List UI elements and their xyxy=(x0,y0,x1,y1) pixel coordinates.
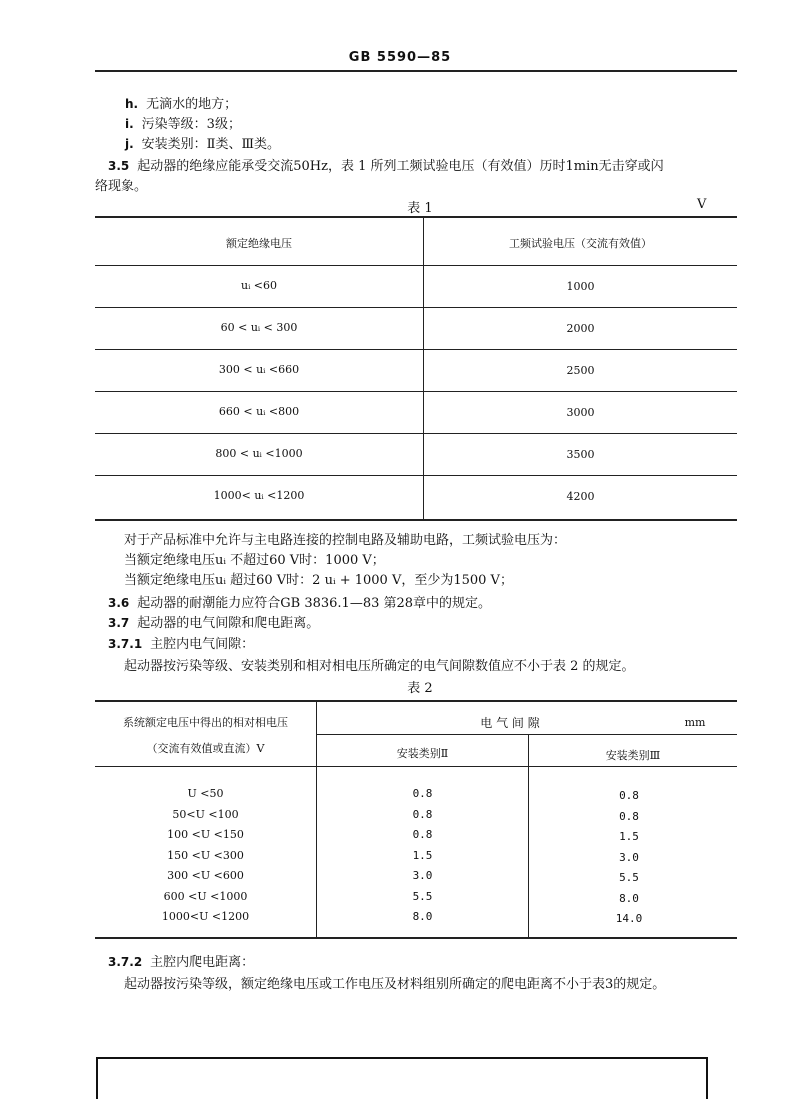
table1-row-rule xyxy=(95,433,737,434)
table2-row-category-3: 5.5 xyxy=(619,871,639,884)
clause-title: 主腔内爬电距离： xyxy=(150,955,255,970)
clause-text: 起动器的绝缘应能承受交流50Hz，表 1 所列工频试验电压（有效值）历时1min无击穿或闪 xyxy=(137,159,664,174)
table2-row-category-3: 3.0 xyxy=(619,850,639,864)
clause-3-6 xyxy=(108,592,491,611)
table2-header-rule xyxy=(95,766,737,767)
table2-row-category-2: 0.8 xyxy=(412,787,433,800)
clause-number: 3.6 xyxy=(108,596,130,610)
note-line-1: 对于产品标准中允许与主电路连接的控制电路及辅助电路，工频试验电压为： xyxy=(124,533,567,548)
table2-row-voltage: 50<U <100 xyxy=(172,807,239,821)
document-header: GB 5590—85 xyxy=(348,50,452,65)
table1-row-test: 3500 xyxy=(566,448,595,461)
list-item-i xyxy=(125,113,241,132)
table1-bottom-rule xyxy=(95,519,737,521)
table2-row-category-3: 0.8 xyxy=(619,809,639,823)
table2-row-category-2: 5.5 xyxy=(412,889,433,903)
table1-row-test: 2000 xyxy=(566,322,595,335)
table2-row-category-3: 0.8 xyxy=(619,789,639,802)
note-line-2: 当额定绝缘电压uᵢ 不超过60 V时：1000 V； xyxy=(124,553,385,568)
table2-header-phase-voltage-unit: （交流有效值或直流）V xyxy=(146,742,265,755)
note-line-3: 当额定绝缘电压uᵢ 超过60 V时：2 uᵢ + 1000 V，至少为1500 V； xyxy=(124,573,513,588)
clause-3-7-2 xyxy=(108,951,254,970)
table1-row-test: 2500 xyxy=(566,364,595,377)
table2-row-category-2: 0.8 xyxy=(412,807,433,821)
clause-3-5-line1 xyxy=(108,155,664,174)
header-rule xyxy=(95,70,737,72)
clause-number: 3.7.2 xyxy=(108,955,143,969)
table1-unit: V xyxy=(697,197,707,212)
table2-header-category-3: 安装类别Ⅲ xyxy=(605,749,661,762)
table1-caption: 表 1 xyxy=(407,201,433,216)
table2-row-voltage: 600 <U <1000 xyxy=(163,889,248,903)
table1-row-voltage: 300 < uᵢ <660 xyxy=(218,363,300,376)
table1-row-test: 3000 xyxy=(566,406,595,419)
clause-3-7-1-body: 起动器按污染等级、安装类别和相对相电压所确定的电气间隙数值应不小于表 2 的规定。 xyxy=(124,659,635,674)
clause-3-7-1 xyxy=(108,633,254,652)
item-text: 无滴水的地方； xyxy=(146,97,238,112)
clause-number: 3.5 xyxy=(108,159,130,173)
table2-row-voltage: 100 <U <150 xyxy=(167,828,244,841)
list-item-j xyxy=(125,133,280,152)
table2-row-category-3: 14.0 xyxy=(615,912,643,925)
table2-row-voltage: 1000<U <1200 xyxy=(161,910,250,923)
table1-top-rule xyxy=(95,216,737,218)
clause-3-5-line2: 络现象。 xyxy=(95,179,148,194)
table1-header-rated-voltage: 额定绝缘电压 xyxy=(226,237,292,250)
table2-row-voltage: 150 <U <300 xyxy=(167,848,244,862)
table2-header-phase-voltage: 系统额定电压中得出的相对相电压 xyxy=(123,716,288,729)
table1-row-rule xyxy=(95,307,737,308)
table1-row-test: 1000 xyxy=(566,280,595,293)
table2-unit: mm xyxy=(684,716,706,729)
table1-row-voltage: 1000< uᵢ <1200 xyxy=(213,489,305,502)
table2-group-rule xyxy=(316,734,737,735)
clause-text: 起动器的电气间隙和爬电距离。 xyxy=(137,616,320,631)
item-label: h. xyxy=(125,97,139,111)
table2-row-category-2: 3.0 xyxy=(412,869,433,882)
table2-row-voltage: U <50 xyxy=(187,787,224,800)
table2-row-category-3: 1.5 xyxy=(619,830,639,843)
table2-caption: 表 2 xyxy=(407,681,433,696)
table1-header-rule xyxy=(95,265,737,266)
table1-row-voltage: 60 < uᵢ < 300 xyxy=(220,321,298,334)
clause-text: 起动器的耐潮能力应符合GB 3836.1—83 第28章中的规定。 xyxy=(137,596,492,611)
table2-header-category-2: 安装类别Ⅱ xyxy=(396,747,449,760)
table2-row-voltage: 300 <U <600 xyxy=(167,869,244,882)
table1-header-test-voltage: 工频试验电压（交流有效值） xyxy=(509,237,652,250)
table2-row-category-2: 8.0 xyxy=(412,910,433,923)
table1-row-rule xyxy=(95,475,737,476)
table2-row-category-3: 8.0 xyxy=(619,891,639,905)
table2-top-rule xyxy=(95,700,737,702)
list-item-h xyxy=(125,93,237,112)
table1-row-rule xyxy=(95,391,737,392)
table1-row-voltage: uᵢ <60 xyxy=(240,279,277,292)
item-text: 污染等级：3级； xyxy=(141,117,241,132)
table2-row-category-2: 0.8 xyxy=(412,828,433,841)
clause-number: 3.7.1 xyxy=(108,637,143,651)
item-label: j. xyxy=(125,137,134,151)
clause-number: 3.7 xyxy=(108,616,130,630)
table1-row-test: 4200 xyxy=(566,490,595,503)
table1-row-voltage: 660 < uᵢ <800 xyxy=(218,405,300,418)
table2-header-clearance: 电 气 间 隙 xyxy=(480,716,540,730)
table1-row-voltage: 800 < uᵢ <1000 xyxy=(215,447,303,460)
table2-bottom-rule xyxy=(95,937,737,939)
clause-title: 主腔内电气间隙： xyxy=(150,637,255,652)
table2-row-category-2: 1.5 xyxy=(412,848,433,862)
table1-row-rule xyxy=(95,349,737,350)
clause-3-7-2-body: 起动器按污染等级，额定绝缘电压或工作电压及材料组别所确定的爬电距离不小于表3的规定。 xyxy=(124,977,666,992)
clause-3-7 xyxy=(108,612,319,631)
table3-frame xyxy=(96,1057,708,1099)
item-label: i. xyxy=(125,117,134,131)
item-text: 安装类别：Ⅱ类、Ⅲ类。 xyxy=(141,137,281,152)
